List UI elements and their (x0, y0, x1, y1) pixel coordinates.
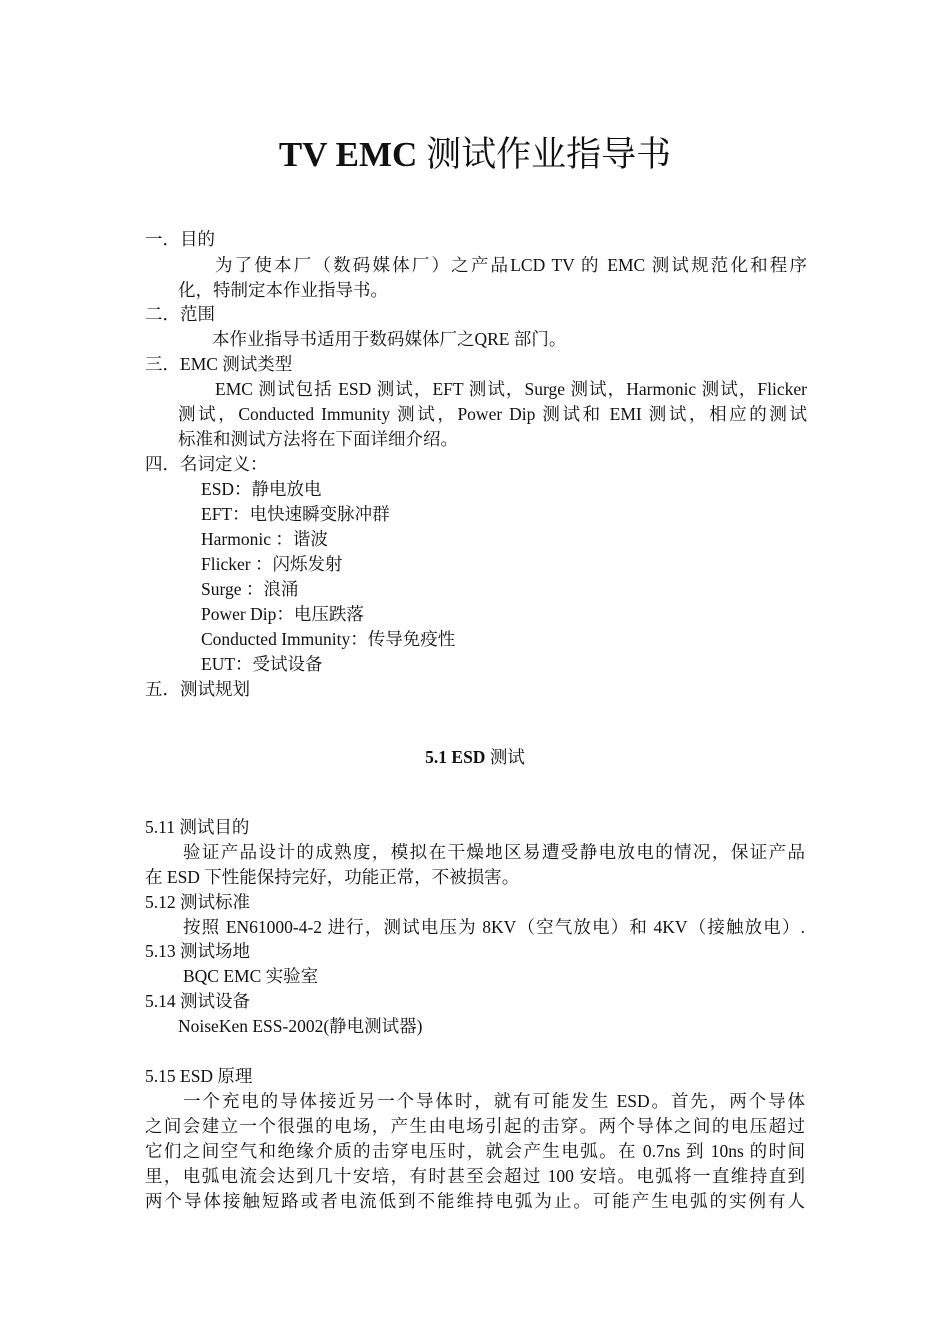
esd-514-line-1: NoiseKen ESS-2002(静电测试器) (178, 1016, 423, 1036)
esd-515-heading: 5.15 ESD 原理 (145, 1066, 253, 1086)
esd-511-line-1: 验证产品设计的成熟度，模拟在干燥地区易遭受静电放电的情况，保证产品 (183, 842, 805, 862)
title-rest: 测试作业指导书 (417, 135, 672, 174)
section-4-heading: 四．名词定义： (145, 454, 268, 474)
section-1-line-1: 为了使本厂（数码媒体厂）之产品LCD TV 的 EMC 测试规范化和程序 (215, 255, 807, 275)
esd-subtitle (0, 745, 950, 770)
term-harmonic: Harmonic ：谐波 (201, 529, 328, 549)
section-1-heading: 一．目的 (145, 229, 215, 249)
esd-512-line-1: 按照 EN61000-4-2 进行，测试电压为 8KV（空气放电）和 4KV（接触放电）. (183, 917, 805, 937)
term-flicker: Flicker ：闪烁发射 (201, 554, 343, 574)
esd-514-heading: 5.14 测试设备 (145, 991, 250, 1011)
term-esd: ESD：静电放电 (201, 479, 322, 499)
esd-512-heading: 5.12 测试标准 (145, 892, 250, 912)
esd-515-line-4: 里，电弧电流会达到几十安培，有时甚至会超过 100 安培。电弧将一直维持直到 (145, 1166, 805, 1186)
document-title (0, 130, 950, 180)
term-eft: EFT：电快速瞬变脉冲群 (201, 504, 390, 524)
esd-515-line-1: 一个充电的导体接近另一个导体时，就有可能发生 ESD。首先，两个导体 (183, 1091, 805, 1111)
section-3-line-3: 标准和测试方法将在下面详细介绍。 (178, 429, 458, 449)
section-2-heading: 二．范围 (145, 304, 215, 324)
esd-511-heading: 5.11 测试目的 (145, 817, 250, 837)
section-5-heading: 五．测试规划 (145, 679, 250, 699)
esd-511-line-2: 在 ESD 下性能保持完好，功能正常，不被损害。 (145, 867, 520, 887)
esd-513-line-1: BQC EMC 实验室 (183, 966, 319, 986)
esd-subtitle-rest: 测试 (485, 747, 525, 767)
section-3-line-1: EMC 测试包括 ESD 测试，EFT 测试，Surge 测试，Harmonic 测试，Flicker (215, 379, 807, 399)
section-3-heading: 三．EMC 测试类型 (145, 354, 293, 374)
section-1-line-2: 化，特制定本作业指导书。 (178, 280, 388, 300)
term-conducted-immunity: Conducted Immunity：传导免疫性 (201, 629, 456, 649)
esd-513-heading: 5.13 测试场地 (145, 941, 250, 961)
term-eut: EUT：受试设备 (201, 654, 323, 674)
esd-515-line-3: 它们之间空气和绝缘介质的击穿电压时，就会产生电弧。在 0.7ns 到 10ns 的时间 (145, 1141, 805, 1161)
section-2-line-1: 本作业指导书适用于数码媒体厂之QRE 部门。 (212, 329, 567, 349)
term-surge: Surge ：浪涌 (201, 579, 299, 599)
term-power-dip: Power Dip：电压跌落 (201, 604, 364, 624)
esd-515-line-2: 之间会建立一个很强的电场，产生由电场引起的击穿。两个导体之间的电压超过 (145, 1116, 805, 1136)
title-bold: TV EMC (278, 135, 418, 174)
esd-subtitle-bold: 5.1 ESD (425, 747, 486, 767)
esd-515-line-5: 两个导体接触短路或者电流低到不能维持电弧为止。可能产生电弧的实例有人 (145, 1191, 805, 1211)
section-3-line-2: 测试，Conducted Immunity 测试，Power Dip 测试和 EMI 测试，相应的测试 (178, 404, 807, 424)
